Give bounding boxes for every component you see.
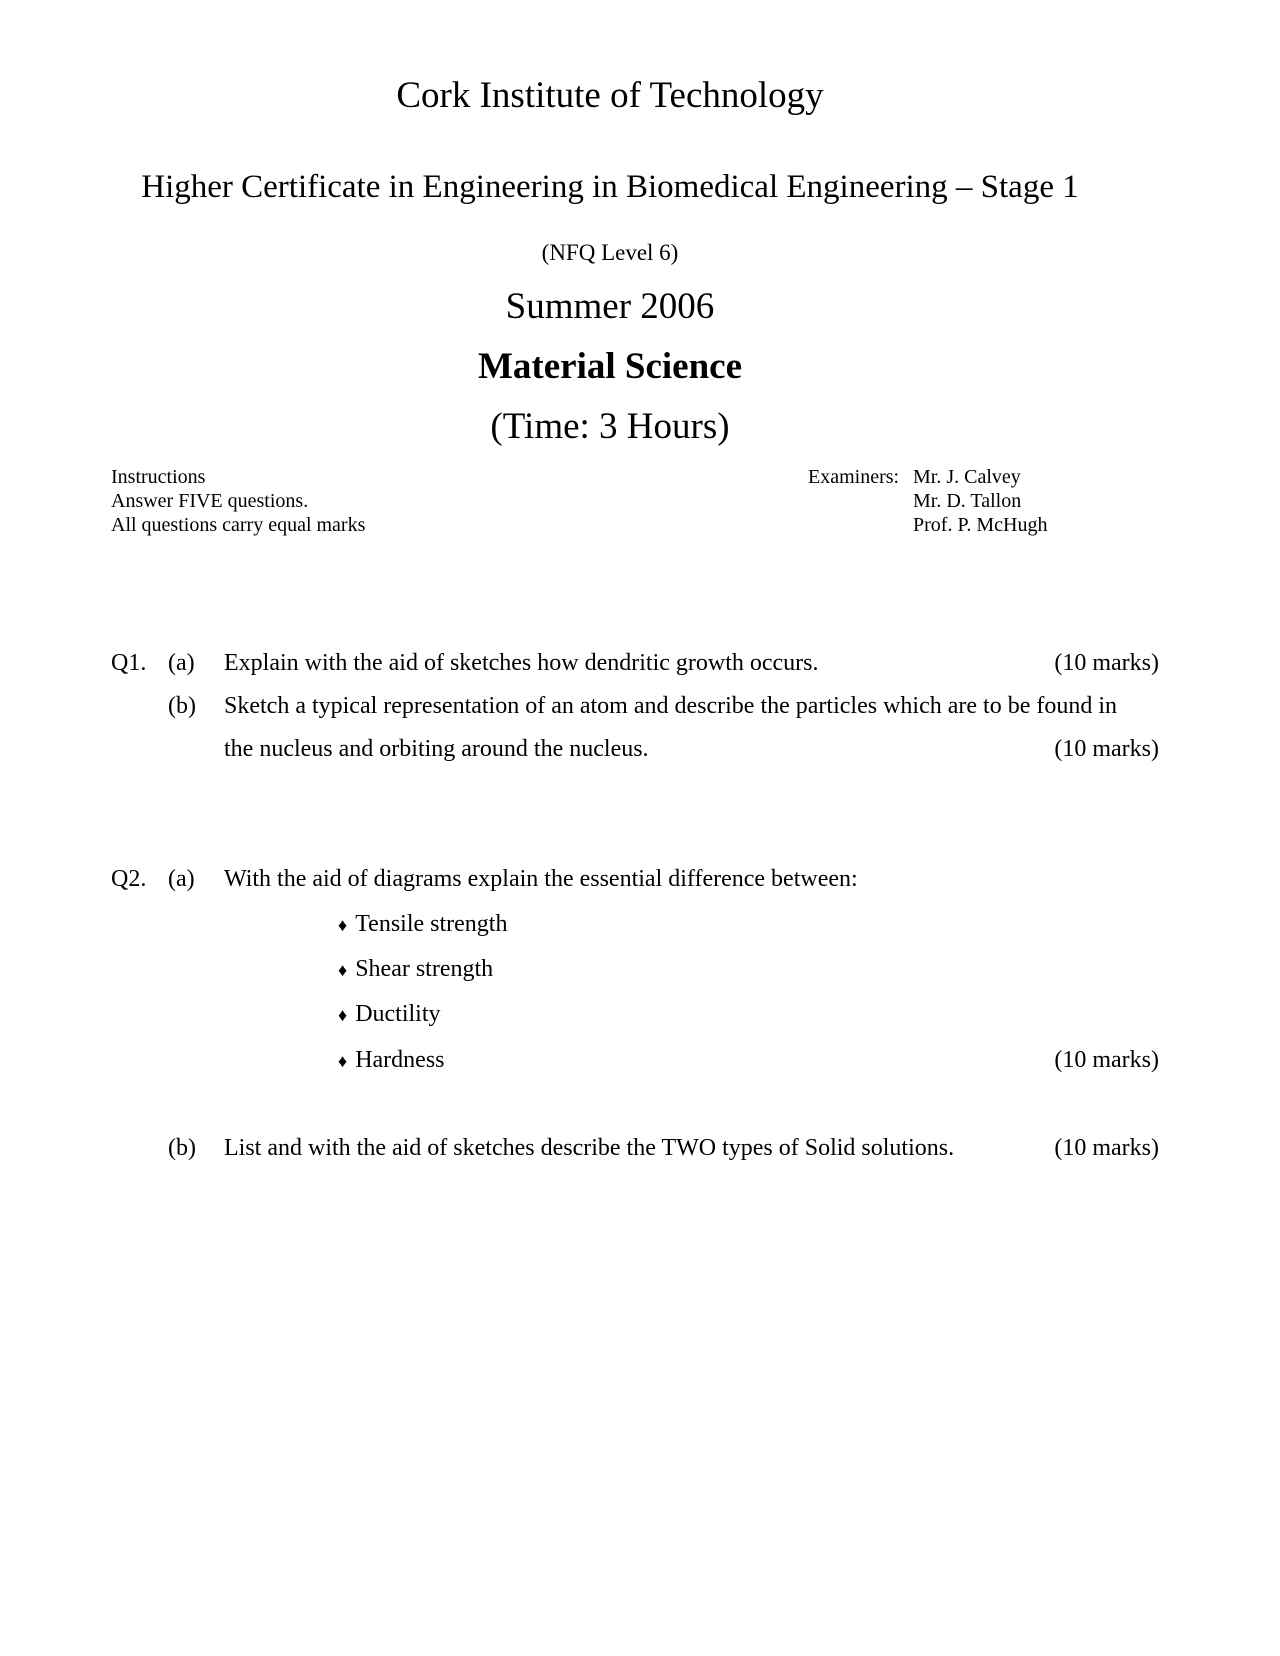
bullet-text: Tensile strength — [355, 911, 508, 937]
institute-title: Cork Institute of Technology — [396, 75, 824, 116]
q1a-label: (a) — [168, 650, 195, 676]
instruction-line: All questions carry equal marks — [111, 514, 366, 536]
q1b-label: (b) — [168, 693, 196, 719]
q2a-bullet-item — [338, 1047, 445, 1074]
q2a-bullet-item — [338, 911, 507, 938]
examiner-name: Mr. D. Tallon — [913, 490, 1022, 512]
instruction-line: Answer FIVE questions. — [111, 490, 309, 512]
instructions-block — [111, 465, 365, 537]
q2a-label: (a) — [168, 866, 195, 892]
diamond-bullet-icon: ♦ — [338, 1051, 348, 1071]
q2b-label: (b) — [168, 1135, 196, 1161]
examiner-name: Prof. P. McHugh — [913, 514, 1048, 536]
q1b-text-line1: Sketch a typical representation of an atom and describe the particles which are to be found in — [224, 693, 1118, 719]
q2b-marks: (10 marks) — [1054, 1135, 1159, 1161]
nfq-level: (NFQ Level 6) — [541, 240, 679, 265]
q2a-bullet-item — [338, 956, 493, 983]
bullet-text: Shear strength — [355, 956, 494, 982]
exam-session: Summer 2006 — [505, 286, 715, 327]
q1a-marks: (10 marks) — [1054, 650, 1159, 676]
exam-duration: (Time: 3 Hours) — [490, 406, 730, 447]
programme-title: Higher Certificate in Engineering in Biomedical Engineering – Stage 1 — [141, 169, 1079, 205]
q1a-text: Explain with the aid of sketches how dendritic growth occurs. — [224, 650, 819, 676]
diamond-bullet-icon: ♦ — [338, 915, 348, 935]
instructions-heading: Instructions — [111, 466, 206, 488]
q2a-marks: (10 marks) — [1054, 1047, 1159, 1073]
q2a-text: With the aid of diagrams explain the essential difference between: — [224, 866, 858, 892]
examiners-list — [913, 465, 1047, 537]
subject-title: Material Science — [477, 346, 743, 387]
examiners-label: Examiners: — [808, 466, 900, 488]
diamond-bullet-icon: ♦ — [338, 1005, 348, 1025]
examiner-name: Mr. J. Calvey — [913, 466, 1021, 488]
q2b-text: List and with the aid of sketches describe the TWO types of Solid solutions. — [224, 1135, 955, 1161]
q2a-bullet-item — [338, 1001, 441, 1028]
q1-number: Q1. — [111, 650, 147, 676]
diamond-bullet-icon: ♦ — [338, 960, 348, 980]
q1b-text-line2: the nucleus and orbiting around the nucleus. — [224, 736, 649, 762]
bullet-text: Ductility — [355, 1001, 441, 1027]
q1b-marks: (10 marks) — [1054, 736, 1159, 762]
q2-number: Q2. — [111, 866, 147, 892]
bullet-text: Hardness — [355, 1047, 445, 1073]
